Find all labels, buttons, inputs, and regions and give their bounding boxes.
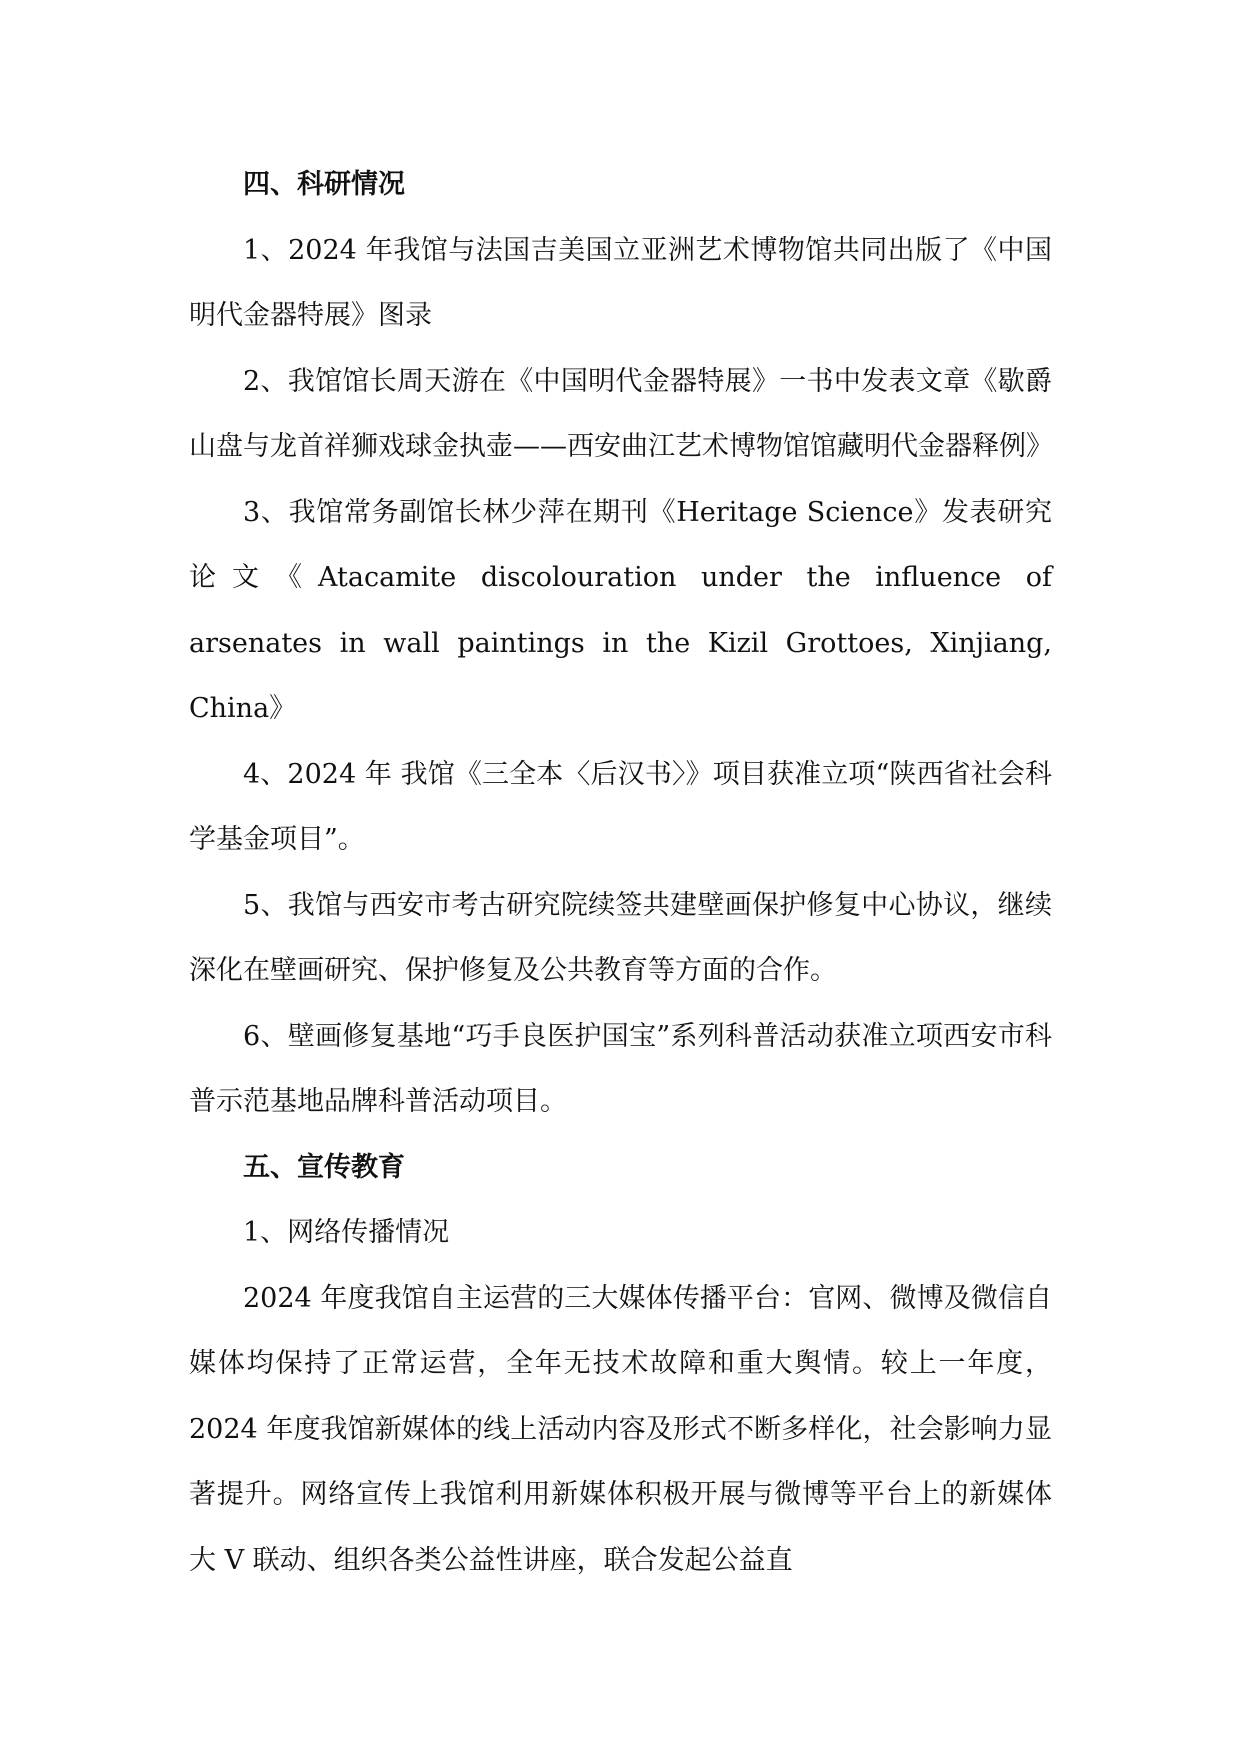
research-item-3: 3、我馆常务副馆长林少萍在期刊《Heritage Science》发表研究论文《Atacamite discolouration under the influence of arsenates in wall paintings in the Kizil Grottoes, Xinjiang, China》	[189, 496, 1052, 724]
research-item-2: 2、我馆馆长周天游在《中国明代金器特展》一书中发表文章《歇爵山盘与龙首祥狮戏球金执壶——西安曲江艺术博物馆馆藏明代金器释例》	[189, 365, 1053, 462]
section-heading-publicity: 五、宣传教育	[243, 1151, 405, 1183]
research-item-6: 6、壁画修复基地“巧手良医护国宝”系列科普活动获准立项西安市科普示范基地品牌科普活动项目。	[189, 1020, 1052, 1117]
publicity-paragraph: 2024 年度我馆自主运营的三大媒体传播平台：官网、微博及微信自媒体均保持了正常运营，全年无技术故障和重大舆情。较上一年度，2024 年度我馆新媒体的线上活动内容及形式不断多样化，社会影响力显著提升。网络宣传上我馆利用新媒体积极开展与微博等平台上的新媒体大 V 联动、组织各类公益性讲座，联合发起公益直	[189, 1282, 1052, 1576]
publicity-subheading-network: 1、网络传播情况	[243, 1217, 450, 1248]
section-heading-research: 四、科研情况	[243, 169, 405, 200]
document-body	[189, 152, 1052, 1593]
research-item-1: 1、2024 年我馆与法国吉美国立亚洲艺术博物馆共同出版了《中国明代金器特展》图录	[189, 234, 1052, 331]
research-item-4: 4、2024 年 我馆《三全本〈后汉书〉》项目获准立项“陕西省社会科学基金项目”。	[189, 758, 1052, 855]
research-item-5: 5、我馆与西安市考古研究院续签共建壁画保护修复中心协议，继续深化在壁画研究、保护修复及公共教育等方面的合作。	[189, 889, 1052, 986]
